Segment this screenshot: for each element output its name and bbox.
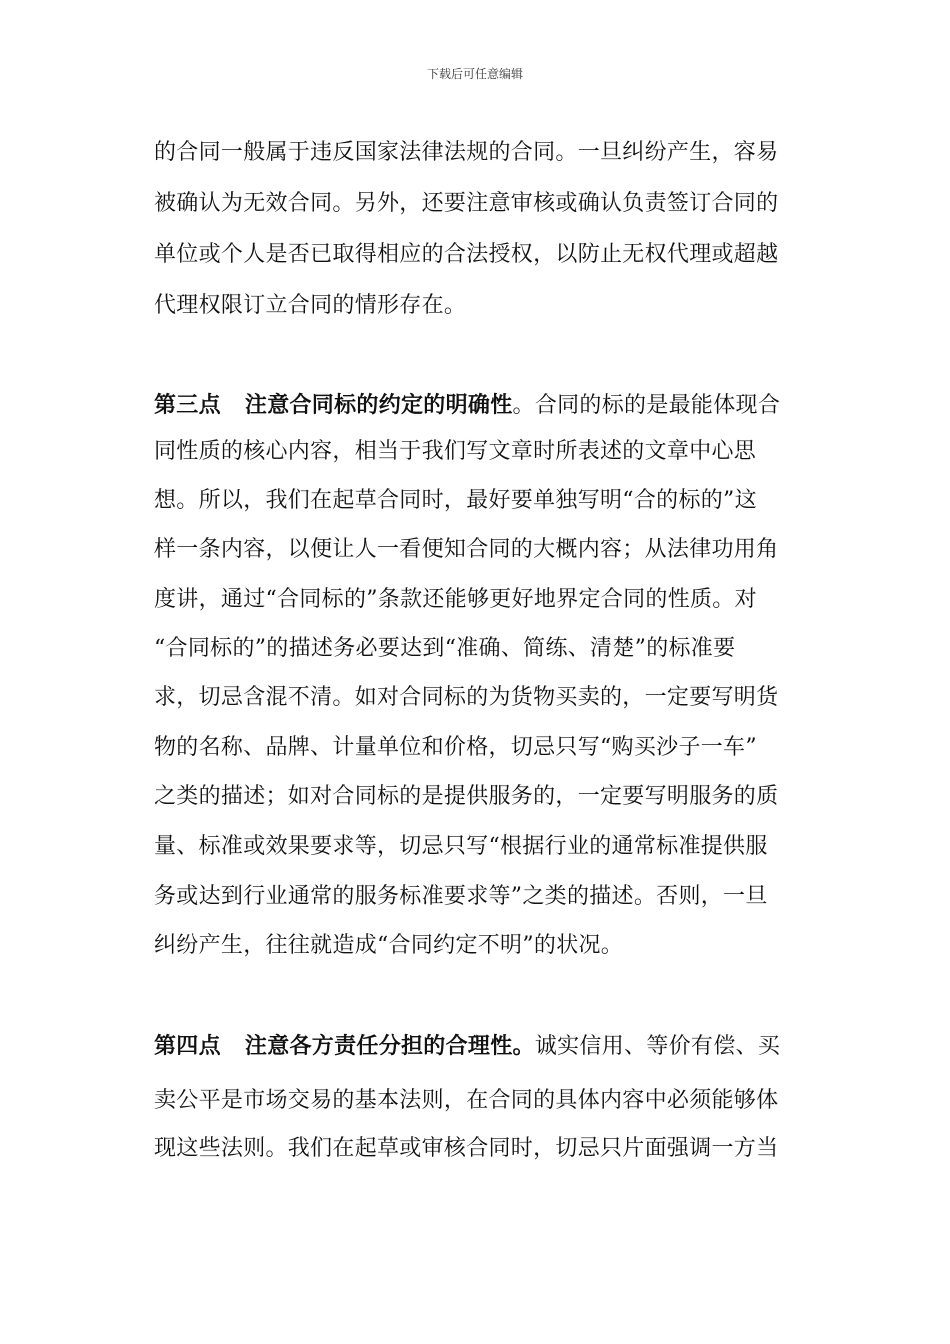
point3-label: 第三点 <box>154 392 221 418</box>
paragraph-line: 样一条内容，以便让人一看便知合同的大概内容；从法律功用角 <box>154 537 779 562</box>
paragraph-line: 现这些法则。我们在起草或审核合同时，切忌只片面强调一方当 <box>154 1136 779 1161</box>
point4-title: 注意各方责任分担的合理性。 <box>244 1033 535 1059</box>
paragraph-line: 求，切忌含混不清。如对合同标的为货物买卖的，一定要写明货 <box>154 685 779 710</box>
point4-heading-line <box>154 1022 784 1070</box>
page-header-note: 下载后可任意编辑 <box>426 67 523 81</box>
paragraph-line: 之类的描述；如对合同标的是提供服务的，一定要写明服务的质 <box>154 784 779 809</box>
paragraph-line: 量、标准或效果要求等，切忌只写“根据行业的通常标准提供服 <box>154 834 768 859</box>
paragraph-line: 卖公平是市场交易的基本法则，在合同的具体内容中必须能够体 <box>154 1088 779 1113</box>
paragraph-line: 单位或个人是否已取得相应的合法授权，以防止无权代理或超越 <box>154 242 779 267</box>
point3-heading-line <box>154 381 784 429</box>
paragraph-line: 的合同一般属于违反国家法律法规的合同。一旦纠纷产生，容易 <box>154 140 779 165</box>
paragraph-line: 同性质的核心内容，相当于我们写文章时所表述的文章中心思 <box>154 439 757 464</box>
paragraph-line: 物的名称、品牌、计量单位和价格，切忌只写“购买沙子一车” <box>154 735 757 760</box>
paragraph-line: 想。所以，我们在起草合同时，最好要单独写明“合的标的”这 <box>154 488 757 513</box>
point4-label: 第四点 <box>154 1033 221 1059</box>
paragraph-line: “合同标的”的描述务必要达到“准确、简练、清楚”的标准要 <box>154 636 736 661</box>
paragraph-line: 代理权限订立合同的情形存在。 <box>154 293 467 318</box>
point3-first-line-text: 。合同的标的是最能体现合 <box>512 393 781 418</box>
paragraph-line: 务或达到行业通常的服务标准要求等”之类的描述。否则，一旦 <box>154 884 768 909</box>
paragraph-line: 度讲，通过“合同标的”条款还能够更好地界定合同的性质。对 <box>154 587 757 612</box>
paragraph-line: 纠纷产生，往往就造成“合同约定不明”的状况。 <box>154 933 624 958</box>
point3-title: 注意合同标的约定的明确性 <box>244 392 513 418</box>
point4-first-line-text: 诚实信用、等价有偿、买 <box>534 1034 781 1059</box>
paragraph-line: 被确认为无效合同。另外，还要注意审核或确认负责签订合同的 <box>154 191 779 216</box>
